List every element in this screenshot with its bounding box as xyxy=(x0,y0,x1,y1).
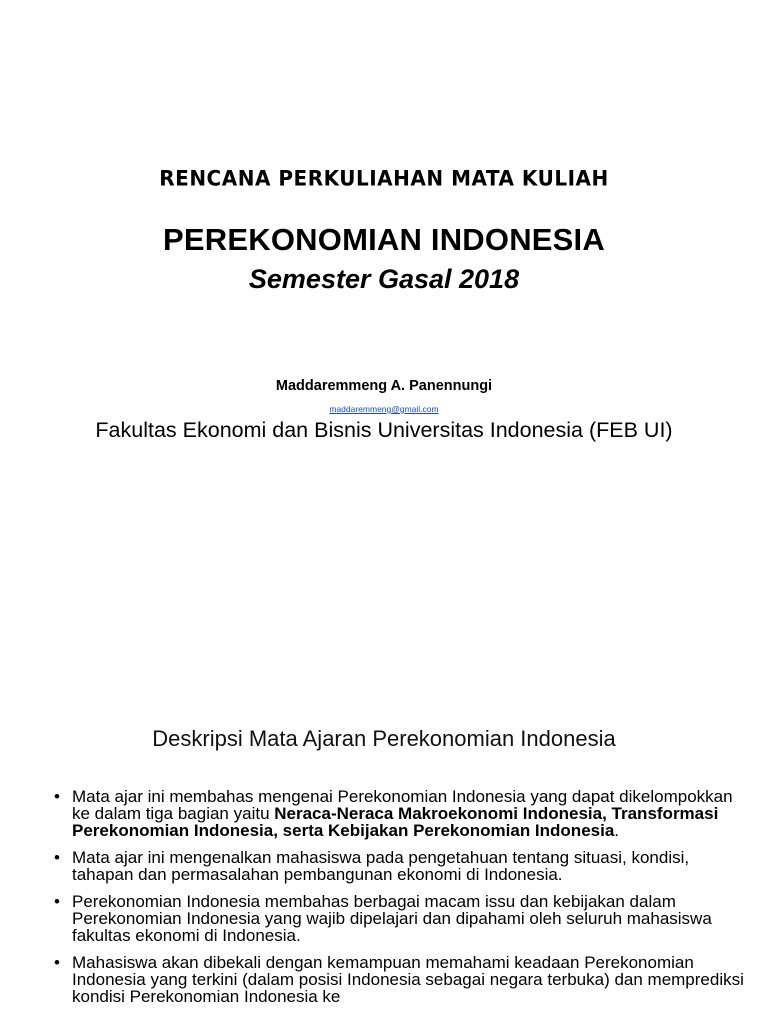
course-plan-heading: RENCANA PERKULIAHAN MATA KULIAH xyxy=(159,165,609,191)
bullet-icon: • xyxy=(54,892,60,911)
bullet-icon: • xyxy=(54,787,60,806)
bullet-text: Mata ajar ini membahas mengenai Perekonomian Indonesia yang dapat dikelompokkan ke dalam tiga bagian yaitu xyxy=(72,787,733,823)
bullet-item xyxy=(54,849,754,883)
author-name: Maddaremmeng A. Panennungi xyxy=(275,378,493,394)
description-slide xyxy=(0,512,768,1024)
bullet-bold-text: Neraca-Neraca Makroekonomi Indonesia, Transformasi Perekonomian Indonesia, serta Kebijakan Perekonomian Indonesia xyxy=(72,804,719,840)
bullet-icon: • xyxy=(54,953,60,972)
bullet-icon: • xyxy=(54,848,60,867)
semester-label: Semester Gasal 2018 xyxy=(248,264,520,294)
bullet-text: Mahasiswa akan dibekali dengan kemampuan memahami keadaan Perekonomian Indonesia yang terkini (dalam posisi Indonesia sebagai negara terbuka) dan memprediksi kondisi Perekonomian Indonesia ke xyxy=(72,953,744,1006)
bullet-item xyxy=(54,954,754,1005)
bullet-item xyxy=(54,893,754,944)
author-email-link[interactable]: maddaremmeng@gmail.com xyxy=(329,404,439,414)
description-bullet-list xyxy=(54,788,754,1015)
section-title: Deskripsi Mata Ajaran Perekonomian Indonesia xyxy=(152,726,616,751)
faculty-name: Fakultas Ekonomi dan Bisnis Universitas Indonesia (FEB UI) xyxy=(95,418,673,442)
bullet-text: Perekonomian Indonesia membahas berbagai macam issu dan kebijakan dalam Perekonomian Indonesia yang wajib dipelajari dan dipahami oleh seluruh mahasiswa fakultas ekonomi di Indonesia. xyxy=(72,892,712,945)
bullet-item xyxy=(54,788,754,839)
author-email xyxy=(0,404,768,414)
bullet-text: Mata ajar ini mengenalkan mahasiswa pada pengetahuan tentang situasi, kondisi, tahapan dan permasalahan pembangunan ekonomi di Indonesia. xyxy=(72,848,690,884)
bullet-end: . xyxy=(614,821,620,840)
course-title: PEREKONOMIAN INDONESIA xyxy=(163,222,605,257)
